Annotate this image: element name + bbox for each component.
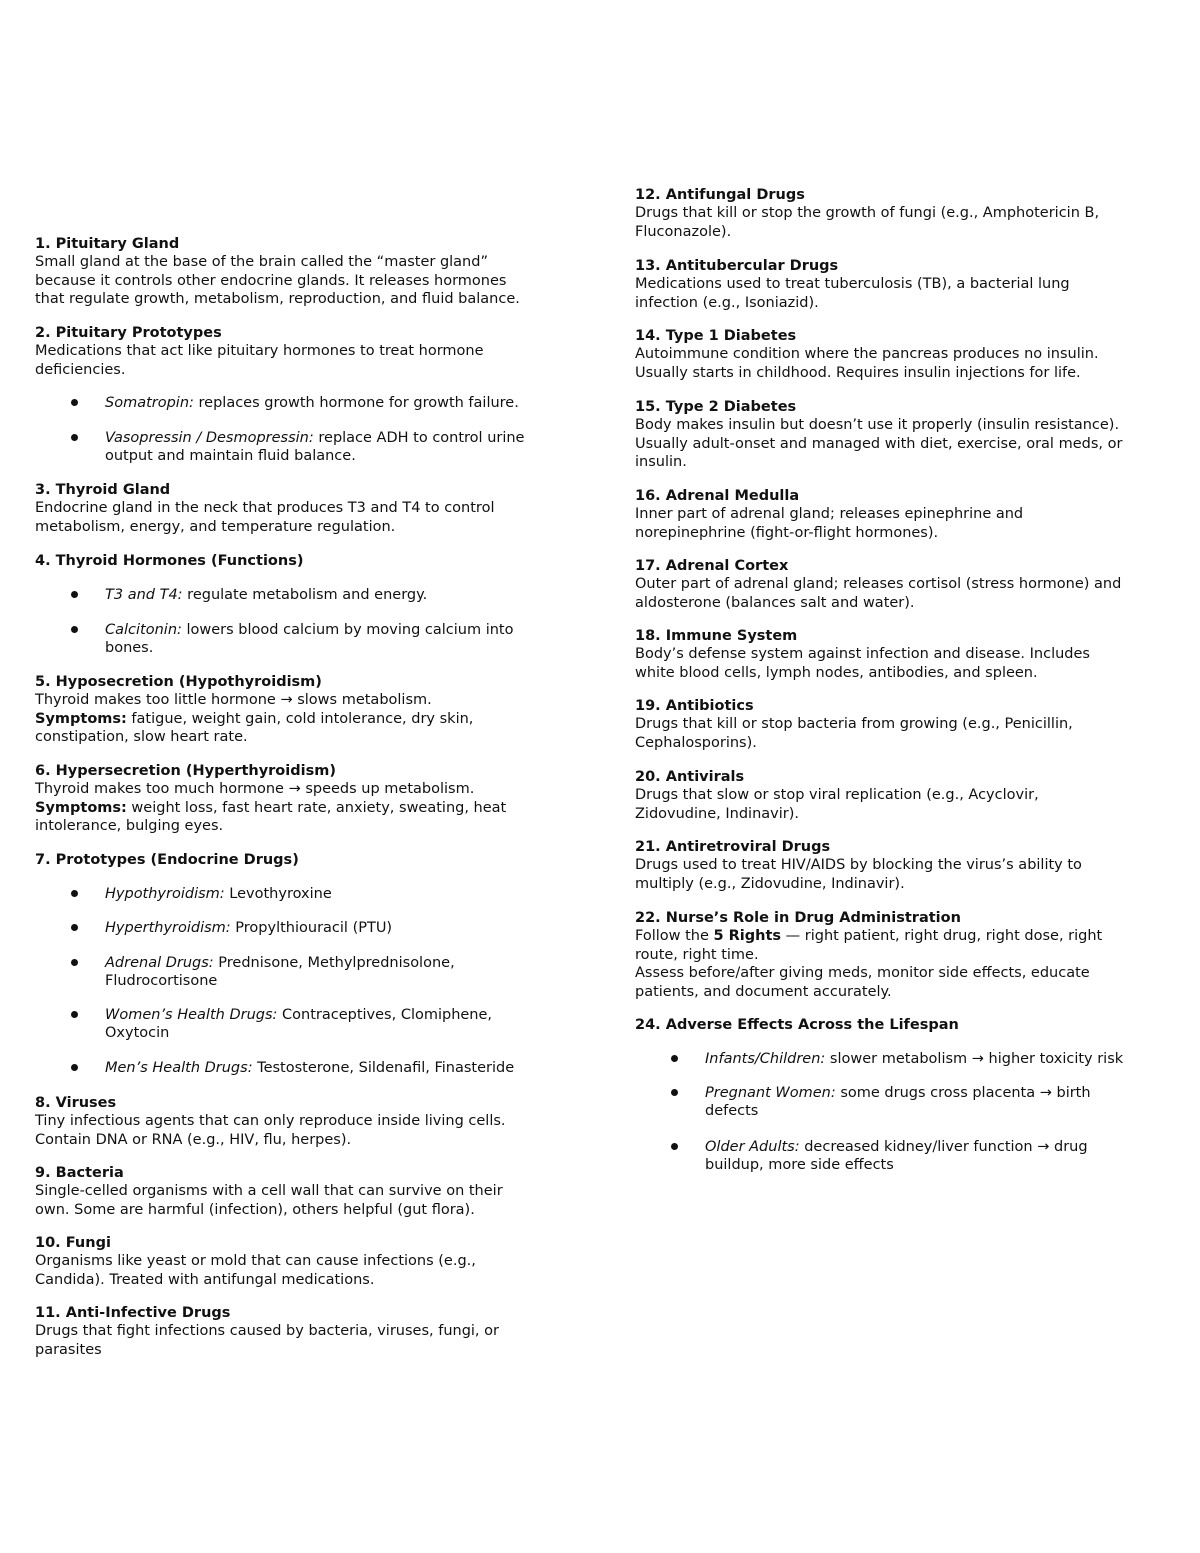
section-type-2-diabetes bbox=[635, 398, 1170, 472]
section-title: 19. Antibiotics bbox=[635, 698, 754, 714]
section-title: 12. Antifungal Drugs bbox=[635, 187, 805, 203]
section-title: 18. Immune System bbox=[635, 628, 798, 644]
section-text: Tiny infectious agents that can only reproduce inside living cells. Contain DNA or RNA (e.g., HIV, flu, herpes). bbox=[35, 1113, 506, 1148]
section-adrenal-cortex bbox=[635, 557, 1170, 612]
section-antivirals bbox=[635, 768, 1170, 823]
section-text: Body makes insulin but doesn’t use it properly (insulin resistance). Usually adult-onset and managed with diet, exercise, oral meds, or insulin. bbox=[635, 417, 1123, 471]
section-text: Single-celled organisms with a cell wall that can survive on their own. Some are harmful (infection), others helpful (gut flora). bbox=[35, 1183, 503, 1218]
section-text: Small gland at the base of the brain called the “master gland” because it controls other endocrine glands. It releases hormones that regulate growth, metabolism, reproduction, and fluid balance. bbox=[35, 254, 520, 308]
section-pituitary-gland bbox=[35, 235, 575, 309]
section-antifungal-drugs bbox=[635, 186, 1170, 241]
bullet-icon bbox=[71, 434, 78, 441]
section-adverse-effects bbox=[635, 1016, 1170, 1034]
section-anti-infective-drugs bbox=[35, 1304, 575, 1359]
bullet-icon bbox=[71, 1064, 78, 1071]
section-text: Thyroid makes too little hormone → slows metabolism. Symptoms: fatigue, weight gain, cold intolerance, dry skin, constipation, slow heart rate. bbox=[35, 692, 474, 746]
list-item: Men’s Health Drugs: Testosterone, Sildenafil, Finasteride bbox=[35, 1059, 575, 1077]
section-thyroid-gland bbox=[35, 481, 575, 536]
section-text: Medications that act like pituitary hormones to treat hormone deficiencies. bbox=[35, 343, 484, 378]
section-text: Medications used to treat tuberculosis (TB), a bacterial lung infection (e.g., Isoniazid). bbox=[635, 276, 1070, 311]
section-antitubercular-drugs bbox=[635, 257, 1170, 312]
list-item: Hyperthyroidism: Propylthiouracil (PTU) bbox=[35, 919, 575, 937]
section-fungi bbox=[35, 1234, 575, 1289]
section-adrenal-medulla bbox=[635, 487, 1170, 542]
bullet-icon bbox=[671, 1143, 678, 1150]
section-title: 21. Antiretroviral Drugs bbox=[635, 839, 831, 855]
section-title: 9. Bacteria bbox=[35, 1165, 124, 1181]
bullet-icon bbox=[71, 399, 78, 406]
section-title: 10. Fungi bbox=[35, 1235, 111, 1251]
section-antibiotics bbox=[635, 697, 1170, 752]
bullet-icon bbox=[71, 591, 78, 598]
section-title: 3. Thyroid Gland bbox=[35, 482, 171, 498]
section-text: Drugs that slow or stop viral replication (e.g., Acyclovir, Zidovudine, Indinavir). bbox=[635, 787, 1039, 822]
section-title: 11. Anti-Infective Drugs bbox=[35, 1305, 231, 1321]
list-item: Older Adults: decreased kidney/liver function → drug buildup, more side effects bbox=[635, 1138, 1170, 1175]
list-item: Pregnant Women: some drugs cross placenta → birth defects bbox=[635, 1084, 1170, 1121]
list-item: T3 and T4: regulate metabolism and energy. bbox=[35, 586, 575, 604]
section-title: 15. Type 2 Diabetes bbox=[635, 399, 797, 415]
section-title: 2. Pituitary Prototypes bbox=[35, 325, 222, 341]
section-text: Drugs that kill or stop the growth of fungi (e.g., Amphotericin B, Fluconazole). bbox=[635, 205, 1100, 240]
section-type-1-diabetes bbox=[635, 327, 1170, 382]
section-title: 17. Adrenal Cortex bbox=[635, 558, 789, 574]
section-title: 7. Prototypes (Endocrine Drugs) bbox=[35, 852, 299, 868]
bullet-icon bbox=[71, 890, 78, 897]
section-thyroid-hormones bbox=[35, 552, 575, 570]
bullet-icon bbox=[71, 959, 78, 966]
list-item: Infants/Children: slower metabolism → higher toxicity risk bbox=[635, 1050, 1170, 1068]
section-immune-system bbox=[635, 627, 1170, 682]
five-rights-label: 5 Rights bbox=[713, 928, 782, 945]
list-item: Calcitonin: lowers blood calcium by moving calcium into bones. bbox=[35, 621, 575, 658]
section-viruses bbox=[35, 1094, 575, 1149]
section-hypersecretion bbox=[35, 762, 575, 836]
section-text: Drugs that fight infections caused by bacteria, viruses, fungi, or parasites bbox=[35, 1323, 499, 1358]
section-pituitary-prototypes bbox=[35, 324, 575, 379]
section-title: 6. Hypersecretion (Hyperthyroidism) bbox=[35, 763, 336, 779]
bullet-icon bbox=[671, 1089, 678, 1096]
section-text: Autoimmune condition where the pancreas produces no insulin. Usually starts in childhood. Requires insulin injections for life. bbox=[635, 346, 1099, 381]
section-title: 4. Thyroid Hormones (Functions) bbox=[35, 553, 304, 569]
section-title: 8. Viruses bbox=[35, 1095, 117, 1111]
section-title: 5. Hyposecretion (Hypothyroidism) bbox=[35, 674, 322, 690]
symptoms-label: Symptoms: bbox=[35, 799, 127, 816]
list-item: Adrenal Drugs: Prednisone, Methylprednisolone, Fludrocortisone bbox=[35, 954, 575, 991]
section-text: Body’s defense system against infection and disease. Includes white blood cells, lymph nodes, antibodies, and spleen. bbox=[635, 646, 1090, 681]
list-item: Somatropin: replaces growth hormone for growth failure. bbox=[35, 394, 575, 412]
bullet-icon bbox=[71, 1011, 78, 1018]
bullet-icon bbox=[71, 626, 78, 633]
section-bacteria bbox=[35, 1164, 575, 1219]
section-text: Drugs used to treat HIV/AIDS by blocking the virus’s ability to multiply (e.g., Zidovudine, Indinavir). bbox=[635, 857, 1082, 892]
section-text: Outer part of adrenal gland; releases cortisol (stress hormone) and aldosterone (balances salt and water). bbox=[635, 576, 1122, 611]
section-text: Drugs that kill or stop bacteria from growing (e.g., Penicillin, Cephalosporins). bbox=[635, 716, 1073, 751]
section-title: 1. Pituitary Gland bbox=[35, 236, 180, 252]
section-text: Follow the 5 Rights — right patient, right drug, right dose, right route, right time. Assess before/after giving meds, monitor side effects, educate patients, and document accurately. bbox=[635, 928, 1103, 1000]
list-item: Hypothyroidism: Levothyroxine bbox=[35, 885, 575, 903]
symptoms-label: Symptoms: bbox=[35, 710, 127, 727]
section-text: Organisms like yeast or mold that can cause infections (e.g., Candida). Treated with antifungal medications. bbox=[35, 1253, 476, 1288]
section-hyposecretion bbox=[35, 673, 575, 747]
section-title: 24. Adverse Effects Across the Lifespan bbox=[635, 1017, 959, 1033]
section-title: 13. Antitubercular Drugs bbox=[635, 258, 839, 274]
bullet-icon bbox=[71, 924, 78, 931]
section-title: 16. Adrenal Medulla bbox=[635, 488, 800, 504]
list-item: Women’s Health Drugs: Contraceptives, Clomiphene, Oxytocin bbox=[35, 1006, 575, 1043]
section-endocrine-prototypes bbox=[35, 851, 575, 869]
section-nurse-role bbox=[635, 909, 1170, 1001]
bullet-icon bbox=[671, 1055, 678, 1062]
section-title: 20. Antivirals bbox=[635, 769, 745, 785]
section-title: 14. Type 1 Diabetes bbox=[635, 328, 797, 344]
section-title: 22. Nurse’s Role in Drug Administration bbox=[635, 910, 961, 926]
section-text: Thyroid makes too much hormone → speeds up metabolism. Symptoms: weight loss, fast heart rate, anxiety, sweating, heat intolerance, bulging eyes. bbox=[35, 781, 507, 835]
section-text: Inner part of adrenal gland; releases epinephrine and norepinephrine (fight-or-flight hormones). bbox=[635, 506, 1024, 541]
section-antiretroviral-drugs bbox=[635, 838, 1170, 893]
list-item: Vasopressin / Desmopressin: replace ADH to control urine output and maintain fluid balance. bbox=[35, 429, 575, 466]
section-text: Endocrine gland in the neck that produces T3 and T4 to control metabolism, energy, and temperature regulation. bbox=[35, 500, 495, 535]
